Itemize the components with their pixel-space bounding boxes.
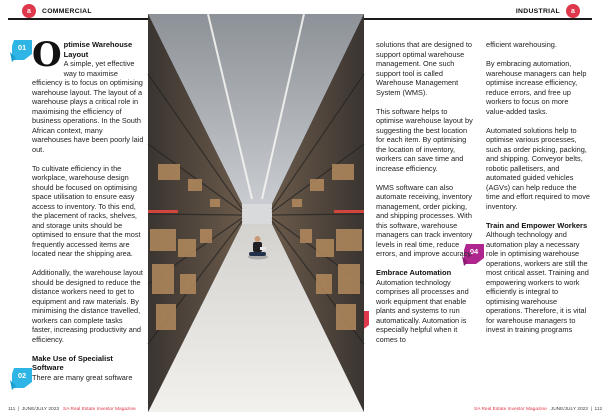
paragraph: There are many great software [32, 372, 133, 382]
section-label-industrial: INDUSTRIAL [515, 7, 560, 15]
paragraph: solutions that are designed to support optimal warehouse management. One such support tool is called Warehouse Management System (WMS). [376, 40, 472, 97]
footer-left: 111 | JUNE/JULY 2023 SA Real Estate Investor Magazine [8, 407, 136, 412]
heading-train-workers: Train and Empower Workers [486, 220, 588, 230]
text-column-2 [376, 40, 476, 354]
issue-date-right: JUNE/JULY 2023 [550, 407, 588, 412]
header-rule-left [8, 18, 148, 20]
heading-optimise-layout: ptimise Warehouse Layout [63, 40, 133, 59]
paragraph: To cultivate efficiency in the workplace, warehouse design should be focused on optimising space utilisation to ensure easy access to inventory. To this end, the placement of racks, shelves, and storage units should be optimised to ensure that the most frequently accessed items are located near the shipping area. [32, 163, 141, 258]
text-column-3 [486, 40, 590, 344]
footer-right: SA Real Estate Investor Magazine JUNE/JULY 2023 | 112 [474, 407, 602, 412]
paragraph: efficient warehousing. [486, 40, 557, 49]
paragraph: Additionally, the warehouse layout should be designed to reduce the distance workers need to get to equipment and raw materials. By minimising the distance travelled, workers can complete tasks faster, increasing productivity and efficiency. [32, 268, 143, 344]
magazine-logo-icon: a [22, 4, 36, 18]
heading-specialist-software: Make Use of Specialist Software [32, 353, 113, 372]
page-number-left: 111 [8, 407, 16, 412]
text-column-1 [32, 35, 144, 392]
magazine-name-left: SA Real Estate Investor Magazine [63, 407, 136, 412]
intro-paragraph: O ptimise Warehouse Layout A simple, yet effective way to maximise efficiency is to focus on optimising warehouse layout. The layout of a warehouse plays a critical role in maximising the efficiency of business operations. In the South African context, many warehouses have been poorly laid out. [32, 35, 144, 154]
header-right [364, 4, 600, 18]
section-badge-02: 02 [10, 366, 34, 390]
warehouse-aisle-image [148, 14, 364, 412]
issue-date-left: JUNE/JULY 2023 [21, 407, 60, 412]
section-badge-01: 01 [10, 38, 34, 62]
paragraph: WMS software can also automate receiving, inventory management, order picking, and shipping processes. With this software, warehouse managers can track inventory levels in real time, reduce errors, and improve accuracy. [376, 182, 473, 258]
section-badge-04: 04 [462, 242, 486, 266]
header-left [0, 4, 148, 18]
paragraph: This software helps to optimise warehouse layout by suggesting the best location for each item. By optimising the location of inventory, workers can save time and increase efficiency. [376, 106, 473, 173]
section-label-commercial: COMMERCIAL [42, 7, 92, 15]
drop-cap: O [32, 35, 62, 75]
paragraph: Automated solutions help to optimise various processes, such as order picking, packing, and shipping. Conveyor belts, robotic palletisers, and automated guided vehicles (AGVs) can help reduce the time and effort required to move inventory. [486, 125, 590, 211]
warehouse-photo [148, 14, 364, 412]
magazine-name-right: SA Real Estate Investor Magazine [474, 407, 547, 412]
page-number-right: 112 [594, 407, 602, 412]
heading-embrace-automation: Embrace Automation [376, 268, 452, 277]
paragraph: Although technology and automation play a necessary role in optimising warehouse operations, workers are still the most critical asset. Training and empowering workers to work efficiently is integral to optimising warehouse operations. Therefore, it is vital for warehouse managers to invest in training programs [486, 230, 589, 334]
paragraph: Automation technology comprises all processes and work equipment that enable plants and systems to run automatically. Automation is especially helpful when it comes to [376, 277, 469, 344]
paragraph: By embracing automation, warehouse managers can help optimise increase efficiency, reduce errors, and free up workers to focus on more value-added tasks. [486, 59, 587, 116]
magazine-logo-icon-right: a [566, 4, 580, 18]
header-rule-right [364, 18, 592, 20]
